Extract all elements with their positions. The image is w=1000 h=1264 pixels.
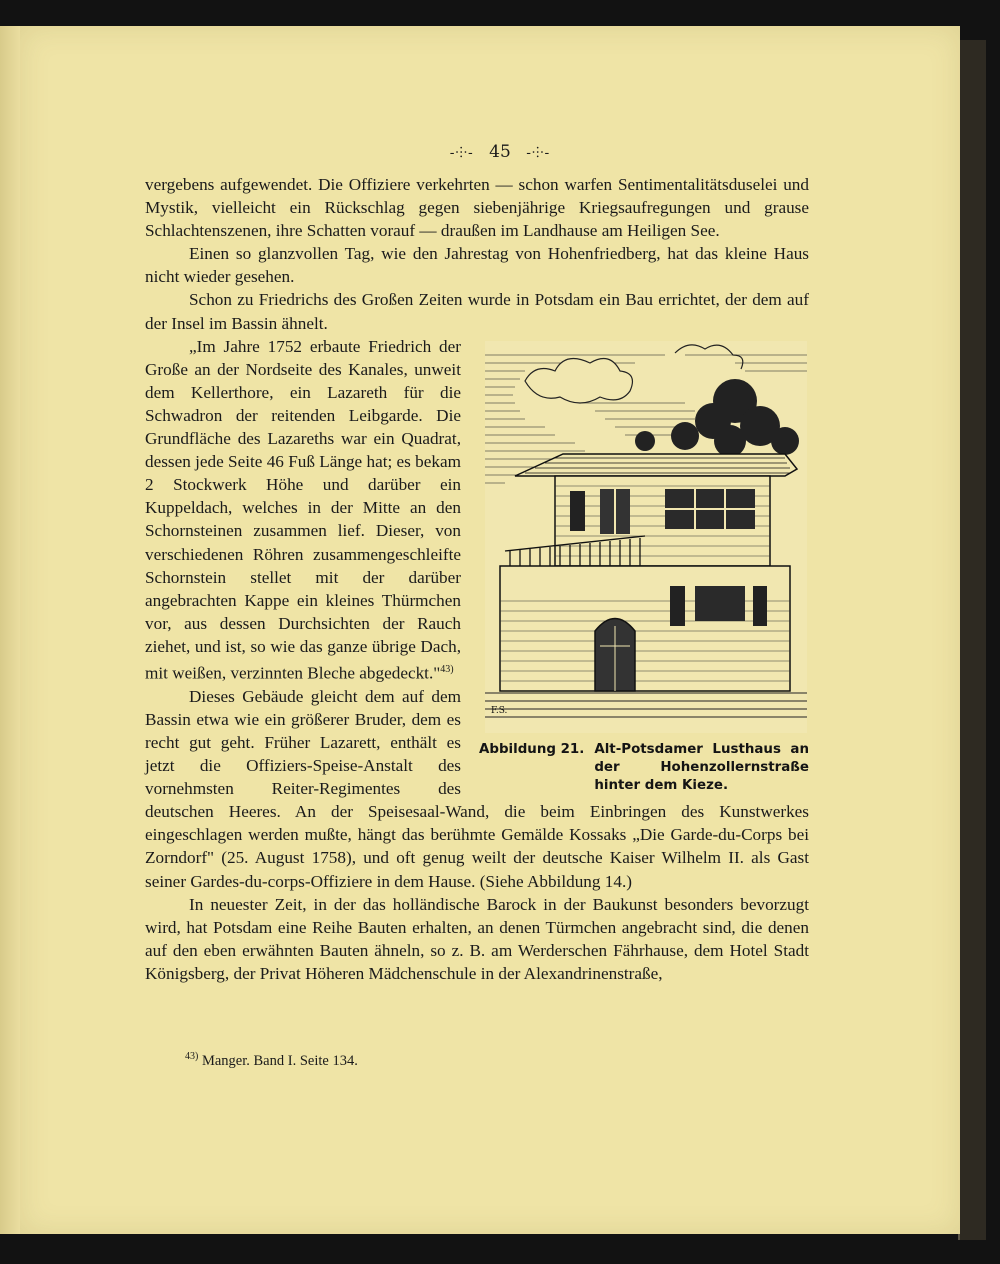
book-spine-left	[0, 26, 22, 1234]
figure-caption	[479, 741, 809, 795]
figure-21	[479, 341, 809, 795]
page-header	[400, 142, 600, 162]
footnote-marker: 43)	[185, 1051, 199, 1062]
paragraph-5: Dieses Gebäude gleicht dem auf dem Bassin etwa wie ein größerer Bruder, dem es recht gut geht. Früher Lazarett, enthält es jetzt die Offiziers-Speise-Anstalt des vornehmsten Reiter-Regimentes des deutschen Heeres. An der Speisesaal-Wand, die beim Einbringen des Kunstwerkes eingeschlagen werden mußte, hängt das berühmte Gemälde Kossaks „Die Garde-du-Corps bei Zorndorf" (25. August 1758), und oft genug weilt der deutsche Kaiser Wilhelm II. als Gast seiner Gardes-du-corps-Offiziere in dem Hause. (Siehe Abbildung 14.)	[145, 686, 809, 891]
body-text	[145, 173, 809, 985]
paragraph-4-text: „Im Jahre 1752 erbaute Friedrich der Große an der Nordseite des Kanales, unweit dem Kellerthore, ein Lazareth für die Schwadron der reitenden Leibgarde. Die Grundfläche des Lazareths war ein Quadrat, dessen jede Seite 46 Fuß Länge hat; es bekam 2 Stockwerk Höhe und darüber ein Kuppeldach, welches in der Mitte an den Schornsteinen zusammen lief. Dieser, von verschiedenen Röhren zusammengeschleifte Schornstein stellet mit der darüber angebrachten Kappe ein kleines Thürmchen vor, aus dessen Durchsichten der Rauch ziehet, und ist, so wie das ganze übrige Dach, mit weißen, verzinnten Bleche abgedeckt."	[145, 336, 461, 683]
paragraph-6: In neuester Zeit, in der das holländische Barock in der Baukunst besonders bevorzugt wird, hat Potsdam eine Reihe Bauten erhalten, an denen Türmchen angebracht sind, die denen auf den eben erwähnten Bauten ähneln, so z. B. am Werderschen Fährhause, dem Hotel Stadt Königsberg, der Privat Höheren Mädchenschule in der Alexandrinenstraße,	[145, 894, 809, 983]
footnote-text: Manger. Band I. Seite 134.	[201, 1052, 358, 1069]
figure-caption-text: Alt-Potsdamer Lusthaus an der Hohenzollernstraße hinter dem Kieze.	[594, 741, 809, 793]
figure-label: Abbildung 21.	[479, 741, 585, 757]
artist-signature: F.S.	[491, 705, 508, 716]
footnote	[185, 1051, 358, 1070]
footnote-reference: 43)	[440, 663, 454, 675]
paragraph-1: vergebens aufgewendet. Die Offiziere verkehrten — schon warfen Sentimentalitätsduselei und Mystik, vielleicht ein Rückschlag gegen siebenjährige Kriegsaufregungen und grause Schlachtenszenen, ihre Schatten vorauf — draußen im Landhause am Heiligen See.	[145, 175, 809, 241]
ornament-left: -⸭-	[449, 145, 474, 161]
lusthaus-illustration	[485, 341, 807, 733]
book-cover-edge	[958, 40, 986, 1240]
paragraph-2: Einen so glanzvollen Tag, wie den Jahrestag von Hohenfriedberg, hat das kleine Haus nicht wieder gesehen.	[145, 244, 809, 287]
page-number: 45	[489, 142, 511, 162]
paragraph-3: Schon zu Friedrichs des Großen Zeiten wurde in Potsdam ein Bau errichtet, der dem auf der Insel im Bassin ähnelt.	[145, 290, 809, 333]
ornament-right: -⸭-	[526, 145, 551, 161]
